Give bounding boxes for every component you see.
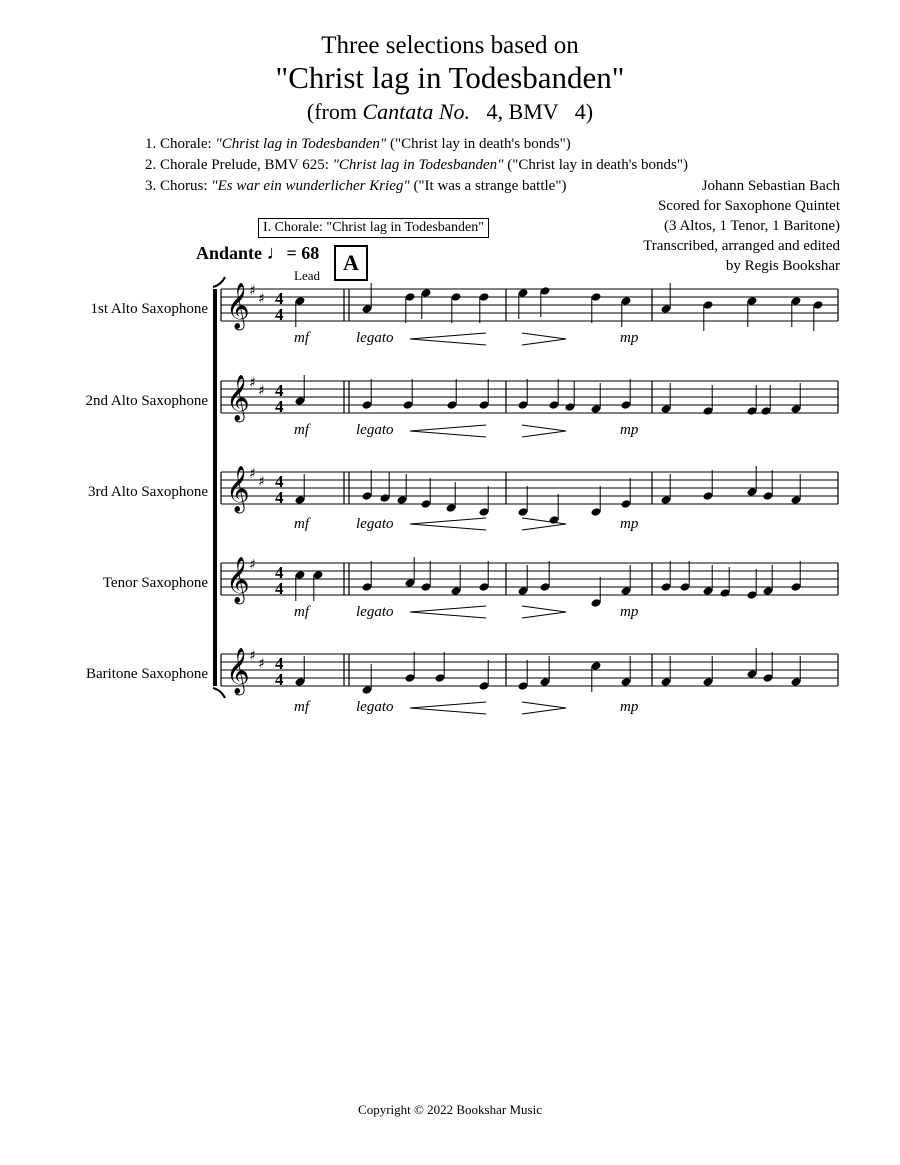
source-italic: Cantata No. [362, 99, 471, 124]
legato-marking: legato [356, 699, 394, 715]
crescendo-hairpin [410, 518, 486, 530]
section-title: "Christ lag in Todesbanden" [215, 136, 387, 152]
section-translation: ("It was a strange battle") [409, 178, 567, 194]
time-signature-bottom: 4 [275, 579, 284, 598]
source-post: 4, BMV 4) [470, 99, 594, 124]
decrescendo-hairpin [522, 425, 566, 437]
treble-clef-icon: 𝄞 [226, 648, 250, 694]
section-translation: ("Christ lay in death's bonds") [386, 136, 571, 152]
sharp-icon: ♯ [258, 291, 265, 307]
time-signature-top: 4 [275, 654, 284, 673]
section-label: 1. Chorale: [145, 136, 216, 152]
quarter-note-icon: ♩ [266, 242, 287, 264]
rehearsal-mark: A [334, 245, 368, 281]
instrument-label-alto-2: 2nd Alto Saxophone [85, 393, 208, 409]
sharp-icon: ♯ [249, 648, 256, 664]
decrescendo-hairpin [522, 606, 566, 618]
instrumentation-line: (3 Altos, 1 Tenor, 1 Baritone) [664, 218, 840, 234]
lead-label: Lead [294, 268, 320, 283]
sharp-icon: ♯ [249, 466, 256, 482]
time-signature-bottom: 4 [275, 305, 284, 324]
sharp-icon: ♯ [249, 557, 256, 573]
treble-clef-icon: 𝄞 [226, 466, 250, 512]
movement-title-box: I. Chorale: "Christ lag in Todesbanden" [258, 218, 489, 238]
time-signature-bottom: 4 [275, 397, 284, 416]
time-signature-top: 4 [275, 563, 284, 582]
crescendo-hairpin [410, 606, 486, 618]
sharp-icon: ♯ [258, 474, 265, 490]
title-line-1: Three selections based on [321, 32, 579, 59]
sharp-icon: ♯ [249, 375, 256, 391]
bracket-bottom [213, 688, 225, 698]
dynamic-mf: mf [294, 516, 309, 532]
decrescendo-hairpin [522, 702, 566, 714]
legato-marking: legato [356, 422, 394, 438]
decrescendo-hairpin [522, 333, 566, 345]
crescendo-hairpin [410, 425, 486, 437]
tempo-word: Andante [196, 243, 263, 263]
section-label: 3. Chorus: [145, 178, 212, 194]
legato-marking: legato [356, 516, 394, 532]
scoring-line: Scored for Saxophone Quintet [657, 198, 840, 214]
arranger-line-2: by Regis Bookshar [725, 258, 840, 274]
bracket-top [213, 277, 225, 287]
section-title: "Es war ein wunderlicher Krieg" [211, 178, 410, 194]
treble-clef-icon: 𝄞 [226, 283, 250, 329]
legato-marking: legato [356, 330, 394, 346]
instrument-label-alto-1: 1st Alto Saxophone [90, 301, 208, 317]
dynamic-mf: mf [294, 422, 309, 438]
source-pre: (from [306, 99, 363, 124]
instrument-label-alto-3: 3rd Alto Saxophone [88, 484, 208, 500]
section-translation: ("Christ lay in death's bonds") [503, 157, 688, 173]
dynamic-mf: mf [294, 604, 309, 620]
dynamic-mp: mp [620, 516, 639, 532]
dynamic-mp: mp [620, 699, 639, 715]
tempo-value: = 68 [286, 243, 320, 263]
instrument-label-tenor: Tenor Saxophone [102, 575, 208, 591]
time-signature-top: 4 [275, 289, 284, 308]
dynamic-mp: mp [620, 604, 639, 620]
time-signature-bottom: 4 [275, 670, 284, 689]
copyright-notice: Copyright © 2022 Bookshar Music [358, 1102, 542, 1117]
crescendo-hairpin [410, 702, 486, 714]
dynamic-mp: mp [620, 422, 639, 438]
dynamic-mf: mf [294, 699, 309, 715]
composer: Johann Sebastian Bach [701, 178, 840, 194]
dynamic-mp: mp [620, 330, 639, 346]
sharp-icon: ♯ [258, 383, 265, 399]
sharp-icon: ♯ [258, 656, 265, 672]
time-signature-top: 4 [275, 381, 284, 400]
instrument-label-baritone: Baritone Saxophone [85, 666, 208, 682]
time-signature-top: 4 [275, 472, 284, 491]
treble-clef-icon: 𝄞 [226, 375, 250, 421]
dynamic-mf: mf [294, 330, 309, 346]
arranger-line-1: Transcribed, arranged and edited [643, 238, 840, 254]
crescendo-hairpin [410, 333, 486, 345]
time-signature-bottom: 4 [275, 488, 284, 507]
section-title: "Christ lag in Todesbanden" [332, 157, 504, 173]
section-label: 2. Chorale Prelude, BMV 625: [145, 157, 333, 173]
sharp-icon: ♯ [249, 283, 256, 299]
legato-marking: legato [356, 604, 394, 620]
main-title: "Christ lag in Todesbanden" [275, 60, 625, 95]
decrescendo-hairpin [522, 518, 566, 530]
treble-clef-icon: 𝄞 [226, 557, 250, 603]
